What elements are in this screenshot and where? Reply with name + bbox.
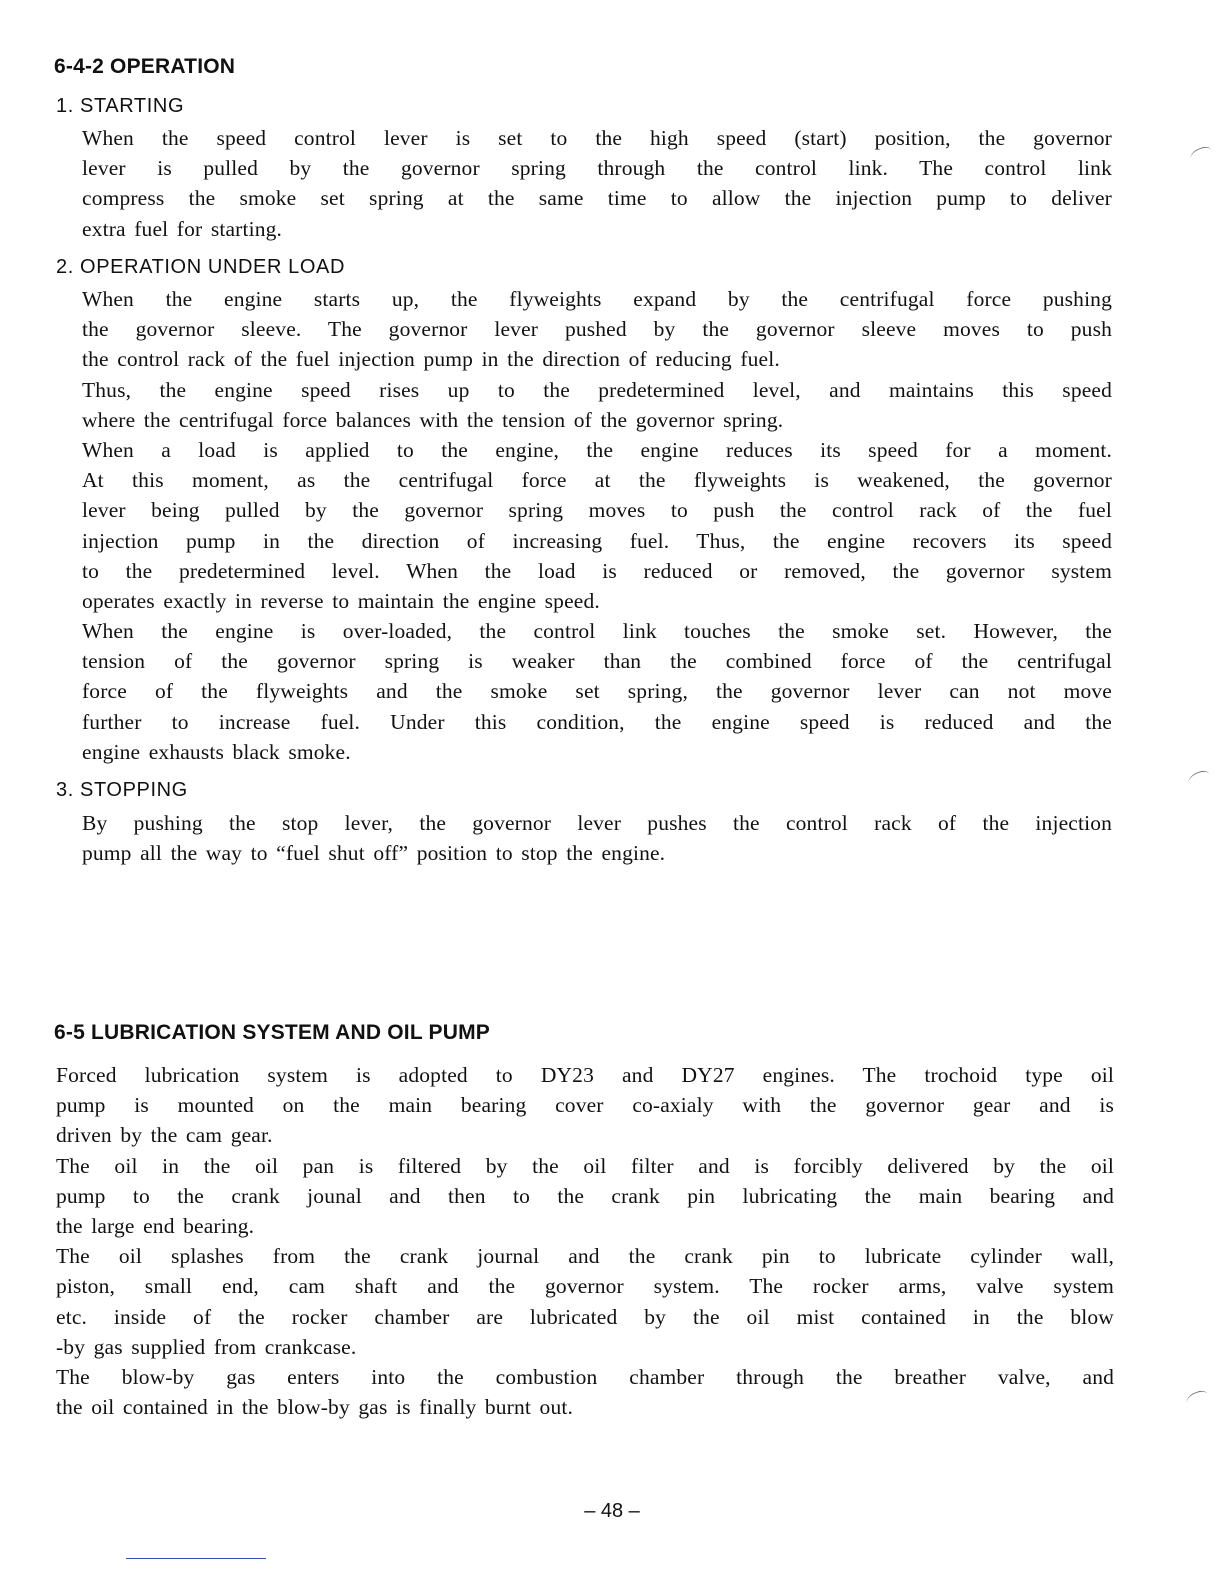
text-line: further to increase fuel. Under this condition, the engine speed is reduced and the [82,709,1112,734]
text-line: Thus, the engine speed rises up to the predetermined level, and maintains this speed [82,377,1112,402]
subsection-title-operation-under-load: 2. OPERATION UNDER LOAD [56,256,346,278]
text-line: engine exhausts black smoke. [82,739,351,764]
subsection-title-starting: 1. STARTING [56,95,185,117]
text-line: compress the smoke set spring at the same time to allow the injection pump to deliver [82,186,1112,211]
text-line: the governor sleeve. The governor lever pushed by the governor sleeve moves to push [82,317,1112,342]
paragraph-lubrication [56,1060,1114,1422]
text-line: force of the flyweights and the smoke set spring, the governor lever can not move [82,679,1112,704]
margin-pencil-mark [1187,769,1212,788]
text-line: The oil splashes from the crank journal and the crank pin to lubricate cylinder wall, [56,1244,1114,1269]
text-line: the control rack of the fuel injection pump in the direction of reducing fuel. [82,347,780,372]
footer-rule [126,1558,266,1559]
text-line: to the predetermined level. When the load is reduced or removed, the governor system [82,558,1112,583]
text-line: etc. inside of the rocker chamber are lubricated by the oil mist contained in the blow [56,1304,1114,1329]
text-line: -by gas supplied from crankcase. [56,1334,357,1359]
text-line: When the speed control lever is set to the high speed (start) position, the governor [82,126,1112,150]
text-line: By pushing the stop lever, the governor lever pushes the control rack of the injection [82,811,1112,835]
page-number: – 48 – [584,1500,640,1522]
subsection-title-stopping: 3. STOPPING [56,779,188,801]
text-line: pump is mounted on the main bearing cover co-axialy with the governor gear and is [56,1093,1114,1118]
text-line: where the centrifugal force balances with the tension of the governor spring. [82,407,784,432]
text-line: lever is pulled by the governor spring through the control link. The control link [82,156,1112,181]
text-line: The blow-by gas enters into the combustion chamber through the breather valve, and [56,1364,1114,1389]
text-line: lever being pulled by the governor spring moves to push the control rack of the fuel [82,498,1112,523]
paragraph-operation-under-load [82,284,1112,767]
text-line: piston, small end, cam shaft and the governor system. The rocker arms, valve system [56,1274,1114,1299]
text-line: the large end bearing. [56,1213,255,1238]
text-line: the oil contained in the blow-by gas is finally burnt out. [56,1395,573,1420]
text-line: The oil in the oil pan is filtered by the oil filter and is forcibly delivered by the oil [56,1153,1114,1178]
text-line: pump all the way to “fuel shut off” position to stop the engine. [82,841,666,866]
text-line: pump to the crank jounal and then to the crank pin lubricating the main bearing and [56,1183,1114,1208]
text-line: When the engine is over-loaded, the control link touches the smoke set. However, the [82,619,1112,644]
text-line: When a load is applied to the engine, the engine reduces its speed for a moment. [82,437,1112,462]
text-line: extra fuel for starting. [82,216,283,241]
text-line: When the engine starts up, the flyweights expand by the centrifugal force pushing [82,287,1112,311]
text-line: At this moment, as the centrifugal force at the flyweights is weakened, the governor [82,468,1112,493]
text-line: injection pump in the direction of increasing fuel. Thus, the engine recovers its speed [82,528,1112,553]
text-line: tension of the governor spring is weaker than the combined force of the centrifugal [82,649,1112,674]
text-line: operates exactly in reverse to maintain the engine speed. [82,588,600,613]
margin-pencil-mark [1189,145,1214,164]
paragraph-stopping [82,808,1112,868]
text-line: driven by the cam gear. [56,1123,273,1148]
paragraph-starting [82,123,1112,244]
margin-pencil-mark [1185,1389,1210,1408]
section-heading-lubrication: 6-5 LUBRICATION SYSTEM AND OIL PUMP [54,1021,490,1044]
section-heading-operation: 6-4-2 OPERATION [54,55,236,78]
text-line: Forced lubrication system is adopted to DY23 and DY27 engines. The trochoid type oil [56,1063,1114,1087]
